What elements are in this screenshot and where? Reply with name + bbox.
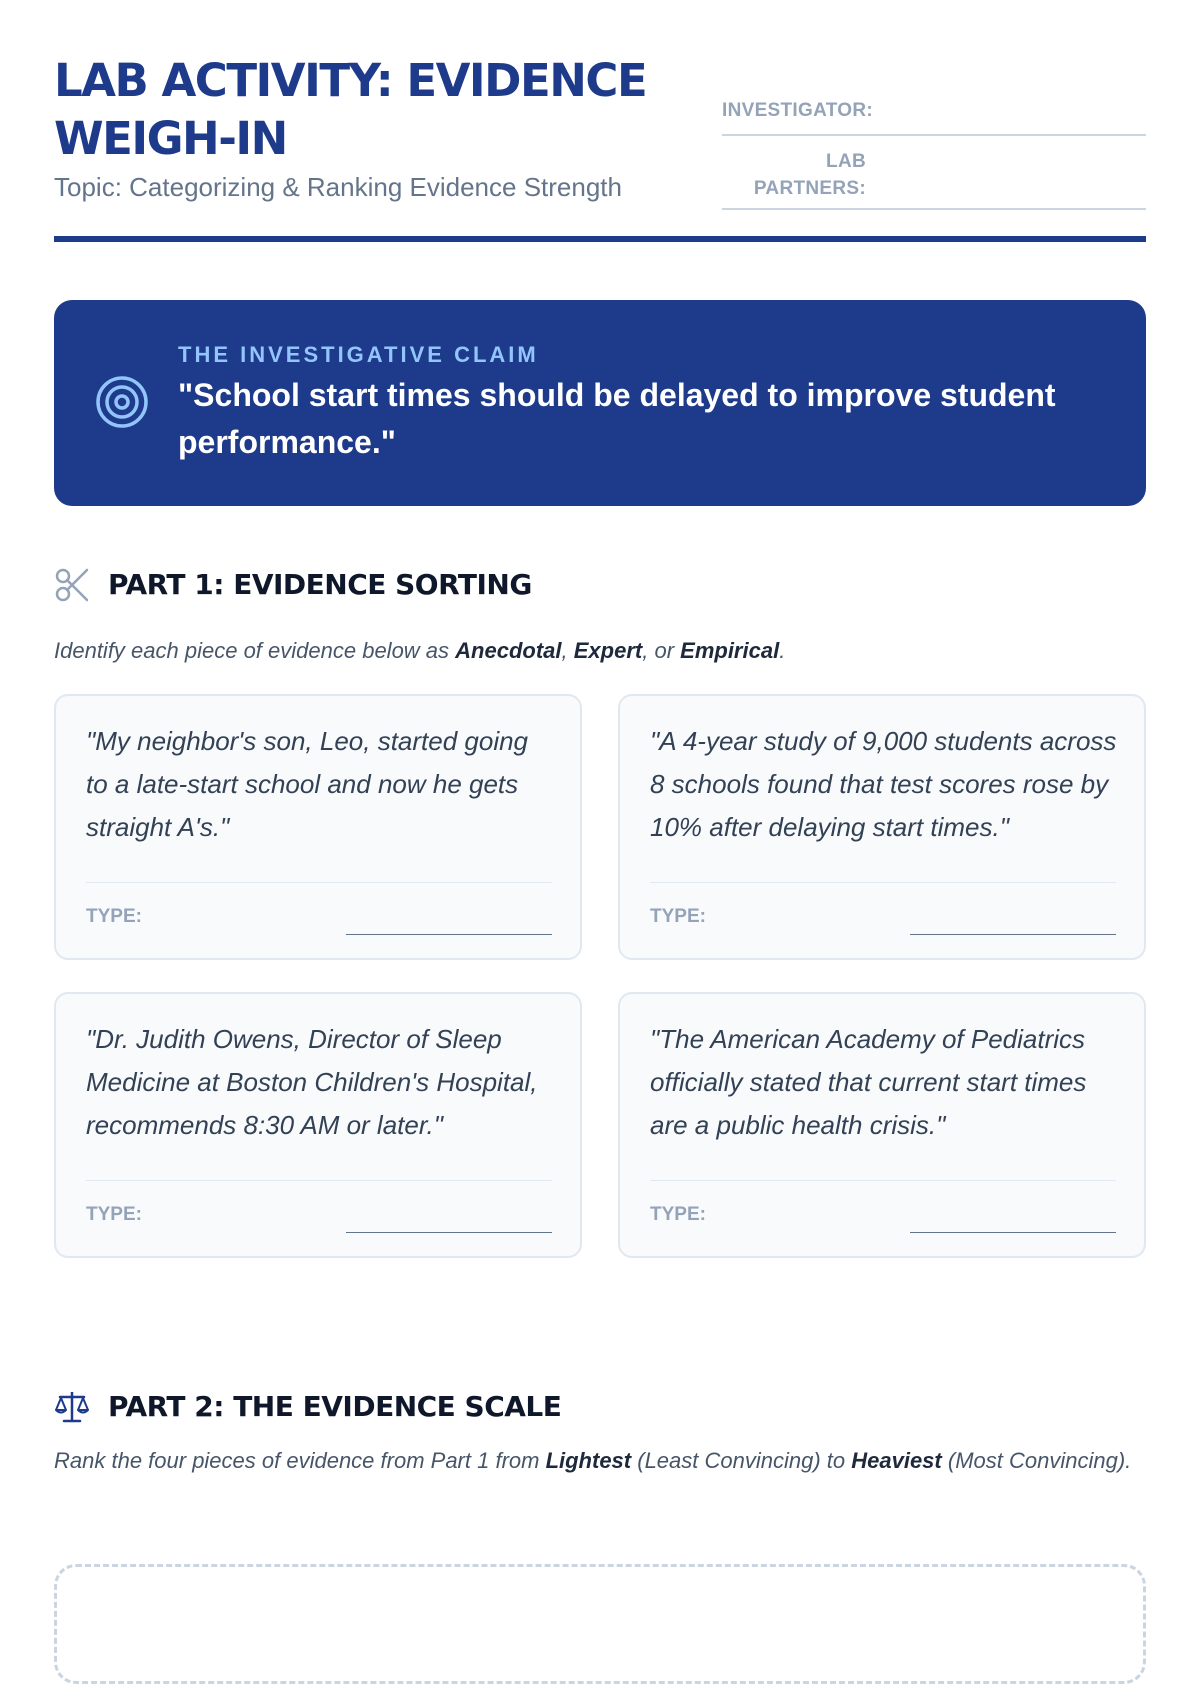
term-anecdotal: Anecdotal: [455, 638, 562, 663]
part2-instructions: [54, 1444, 1146, 1477]
card-divider: [650, 1180, 1116, 1181]
type-answer-blank[interactable]: [910, 934, 1116, 935]
type-label: TYPE:: [86, 906, 142, 927]
term-lightest: Lightest: [545, 1448, 632, 1473]
evidence-quote: "Dr. Judith Owens, Director of Sleep Medicine at Boston Children's Hospital, recommends 8:30 AM or later.": [86, 1024, 538, 1140]
page-title: LAB ACTIVITY: EVIDENCE WEIGH-IN: [54, 54, 647, 165]
part1-header: [54, 566, 1146, 606]
claim-banner: [54, 300, 1146, 506]
name-fields: [722, 92, 1146, 210]
part1-instructions-sep1: ,: [561, 638, 574, 663]
card-divider: [650, 882, 1116, 883]
type-label: TYPE:: [650, 906, 706, 927]
evidence-card-4: [618, 992, 1146, 1258]
part1-instructions-sep2: , or: [642, 638, 681, 663]
type-label: TYPE:: [650, 1204, 706, 1225]
part1-instructions-prefix: Identify each piece of evidence below as: [54, 638, 456, 663]
page-subtitle: Topic: Categorizing & Ranking Evidence Strength: [54, 172, 622, 202]
lab-partners-field[interactable]: [722, 136, 1146, 210]
part1-instructions-suffix: .: [779, 638, 786, 663]
part1-instructions: [54, 634, 1146, 667]
type-answer-blank[interactable]: [346, 934, 552, 935]
claim-text: "School start times should be delayed to improve student performance.": [178, 377, 1056, 460]
type-label: TYPE:: [86, 1204, 142, 1225]
evidence-scale-box[interactable]: [54, 1564, 1146, 1684]
part1-title: PART 1: EVIDENCE SORTING: [108, 568, 532, 601]
lab-partners-label: LAB PARTNERS:: [753, 151, 866, 199]
worksheet-page: [54, 0, 1146, 1600]
evidence-card-3: [54, 992, 582, 1258]
evidence-quote: "My neighbor's son, Leo, started going to a late-start school and now he gets straight A's.": [86, 726, 529, 842]
target-icon: [94, 374, 150, 430]
evidence-quote: "A 4-year study of 9,000 students across 8 schools found that test scores rose by 10% after delaying start times.": [650, 726, 1117, 842]
type-answer-blank[interactable]: [346, 1232, 552, 1233]
part2-instructions-suffix: (Most Convincing).: [941, 1448, 1132, 1473]
part2-instructions-prefix: Rank the four pieces of evidence from Part 1 from: [54, 1448, 546, 1473]
investigator-field[interactable]: [722, 92, 1146, 136]
header-divider: [54, 236, 1146, 242]
card-divider: [86, 882, 552, 883]
type-answer-blank[interactable]: [910, 1232, 1116, 1233]
evidence-card-2: [618, 694, 1146, 960]
part2-instructions-mid: (Least Convincing) to: [631, 1448, 852, 1473]
evidence-card-1: [54, 694, 582, 960]
part2-title: PART 2: THE EVIDENCE SCALE: [108, 1390, 562, 1423]
scale-icon: [54, 1388, 90, 1426]
scissors-icon: [54, 566, 90, 604]
term-empirical: Empirical: [680, 638, 780, 663]
term-heaviest: Heaviest: [851, 1448, 942, 1473]
card-divider: [86, 1180, 552, 1181]
worksheet-header: [54, 52, 1146, 242]
claim-kicker: THE INVESTIGATIVE CLAIM: [178, 342, 539, 367]
evidence-quote: "The American Academy of Pediatrics officially stated that current start times are a public health crisis.": [650, 1024, 1087, 1140]
term-expert: Expert: [573, 638, 643, 663]
investigator-label: INVESTIGATOR:: [722, 100, 873, 121]
part2-header: [54, 1388, 1146, 1428]
